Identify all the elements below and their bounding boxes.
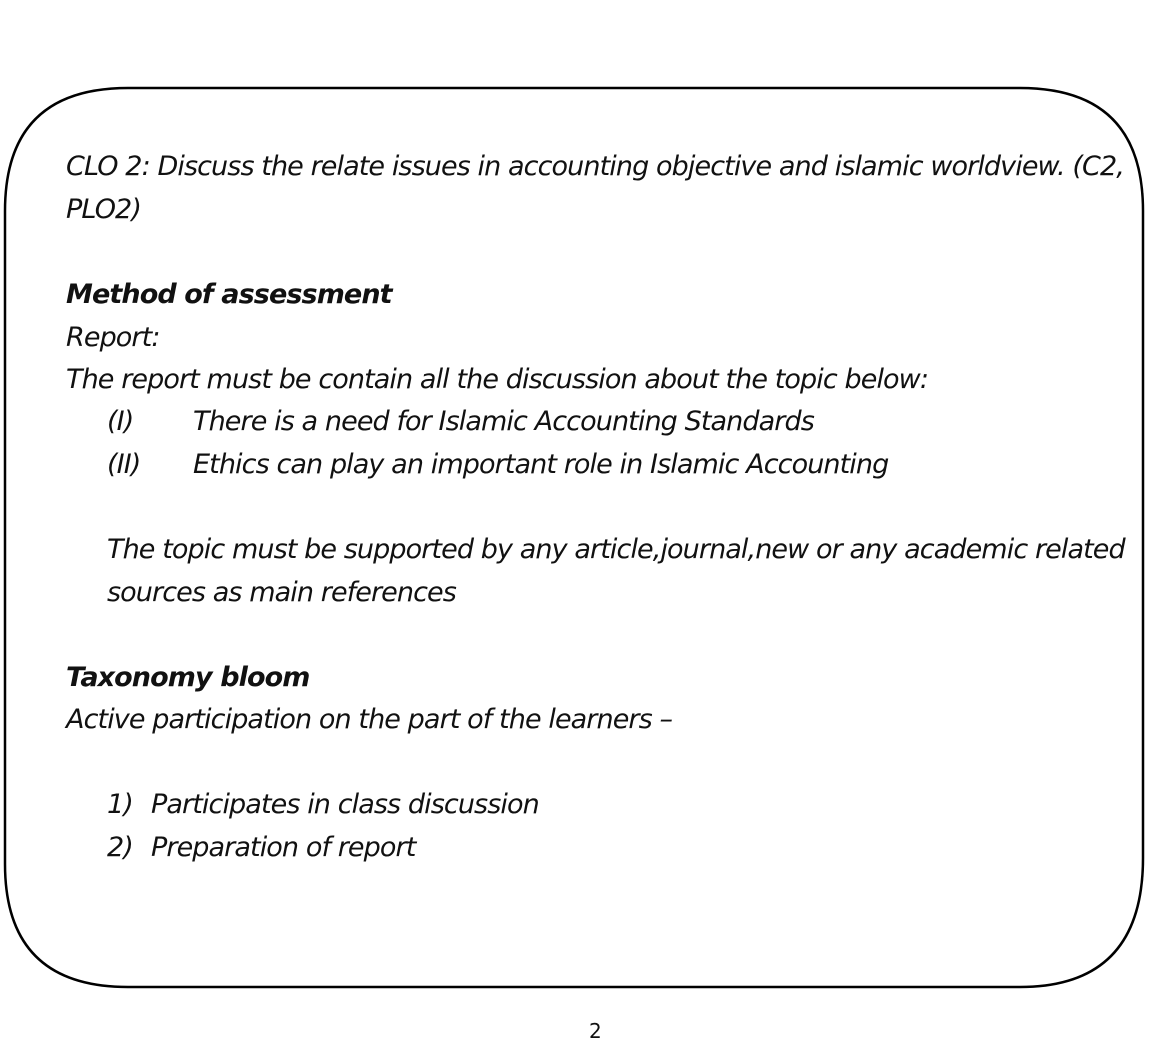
assessment-note-line1: The topic must be supported by any article,journal,new or any academic related [107,534,1125,565]
assessment-type: Report: [66,322,160,353]
taxonomy-intro: Active participation on the part of the learners – [66,704,673,735]
assessment-note-line2: sources as main references [107,577,456,608]
topic-marker-2: (II) [107,449,141,480]
topic-marker-1: (I) [107,406,134,437]
taxonomy-heading: Taxonomy bloom [66,662,310,693]
page-number: 2 [589,1019,602,1043]
taxonomy-item-marker-2: 2) [107,832,133,863]
topic-text-2: Ethics can play an important role in Islamic Accounting [193,449,889,480]
topic-text-1: There is a need for Islamic Accounting Standards [193,406,814,437]
assessment-intro: The report must be contain all the discussion about the topic below: [66,364,929,395]
taxonomy-item-marker-1: 1) [107,789,133,820]
taxonomy-item-text-1: Participates in class discussion [151,789,539,820]
clo-statement-line2: PLO2) [66,194,141,225]
taxonomy-item-text-2: Preparation of report [151,832,416,863]
clo-statement-line1: CLO 2: Discuss the relate issues in accounting objective and islamic worldview. (C2, [66,151,1124,182]
assessment-heading: Method of assessment [66,279,392,310]
